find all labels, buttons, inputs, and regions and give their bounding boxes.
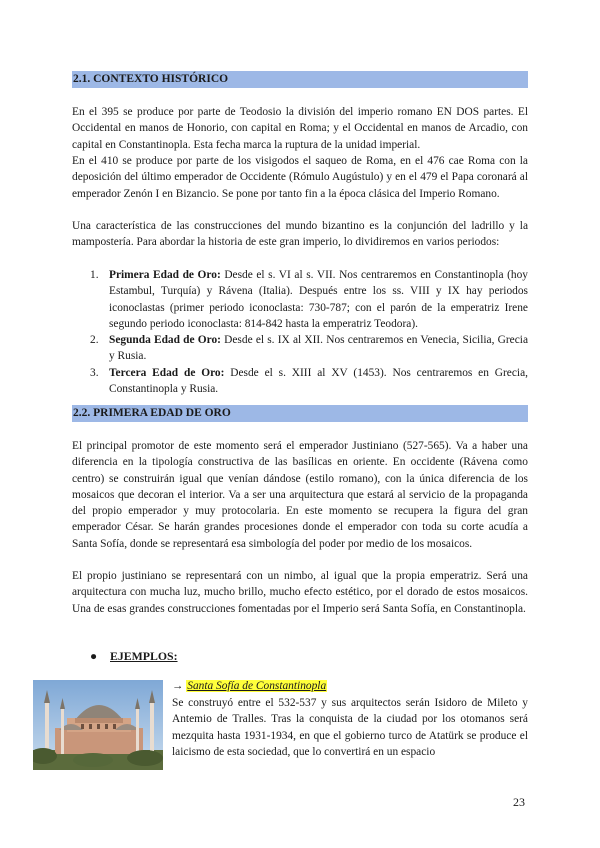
- paragraph-justiniano: El principal promotor de este momento será el emperador Justiniano (527-565). Va a haber una diferencia en la tipología constructiva de las basílicas en oriente. En occidente (Rávena como centro) se construirán igual que venían dándose (estilo romano), con la única diferencia de los mosaicos que decoran el interior. Va a ser una arquitectura que estará al servicio de la propaganda del propio emperador y muy protocolaria. En este momento se recupera la figura del gran emperador César. Se harán grandes procesiones donde el emperador con toda su corte acudía a Santa Sofía, donde se representará esa simbología del poder por medio de los mosaicos.: [72, 440, 528, 550]
- period-number: 1.: [90, 269, 99, 281]
- paragraph-caracteristica-construcciones: Una característica de las construcciones del mundo bizantino es la conjunción del ladrillo y la mampostería. Para abordar la historia de este gran imperio, lo dividiremos en varios periodos:: [72, 220, 528, 249]
- section-heading-contexto-historico: 2.1. CONTEXTO HISTÓRICO: [72, 71, 528, 88]
- example-description: Se construyó entre el 532-537 y sus arquitectos serán Isidoro de Mileto y Antemio de Tralles. Tras la conquista de la ciudad por los otomanos será mezquita hasta 1931-1934, en que el gobierno turco de Atatürk se produce el laicismo de esta sociedad, que lo convertirá en un espacio: [172, 697, 528, 759]
- period-item-tercera: [72, 365, 528, 398]
- arrow-icon: →: [172, 680, 187, 692]
- paragraph-division-imperio: En el 395 se produce por parte de Teodosio la división del imperio romano EN DOS partes. El Occidental en manos de Honorio, con capital en Roma; y el Occidental en manos de Arcadio, con capital en Constantinopla. Esta fecha marca la ruptura de la unidad imperial.: [72, 106, 528, 151]
- period-name: Segunda Edad de Oro:: [109, 334, 221, 347]
- period-item-segunda: [72, 332, 528, 365]
- period-text: Desde el s. XIII al XV (1453). Nos centraremos en Grecia, Constantinopla y Rusia.: [109, 366, 528, 396]
- period-name: Primera Edad de Oro:: [109, 269, 221, 281]
- page-number: 23: [513, 795, 525, 809]
- examples-heading: [90, 648, 178, 664]
- paragraph-saqueo-roma: En el 410 se produce por parte de los visigodos el saqueo de Roma, en el 476 cae Roma con la deposición del último emperador de Occidente (Rómulo Augústulo) y en el 479 el Papa coronará al emperador Zenón I en Bizancio. Se pone por tanto fin a la época clásica del Imperio Romano.: [72, 155, 528, 200]
- paragraph-nimbo: El propio justiniano se representará con un nimbo, al igual que la propia emperatriz. Será una arquitectura con mucha luz, mucho brillo, mucho efecto estético, por el dorado de estos mosaicos. Una de esas grandes construcciones fomentadas por el Imperio será Santa Sofía, en Constantinopla.: [72, 570, 528, 615]
- period-number: 3.: [90, 366, 99, 379]
- periods-list: [72, 267, 528, 397]
- example-title-link: Santa Sofía de Constantinopla: [187, 680, 327, 692]
- bullet-icon: ●: [90, 649, 98, 663]
- period-name: Tercera Edad de Oro:: [109, 366, 225, 379]
- period-number: 2.: [90, 334, 99, 347]
- section-heading-primera-edad-de-oro: 2.2. PRIMERA EDAD DE ORO: [72, 405, 528, 422]
- example-title: [172, 678, 327, 694]
- period-item-primera: [72, 267, 528, 332]
- period-text: Desde el s. IX al XII. Nos centraremos en Venecia, Sicilia, Grecia y Rusia.: [109, 334, 528, 363]
- examples-label: EJEMPLOS:: [110, 649, 178, 663]
- hagia-sophia-photo: [33, 680, 163, 770]
- period-text: Desde el s. VI al s. VII. Nos centraremos en Constantinopla (hoy Estambul, Turquía) y Rávena (Italia). Después entre los ss. VIII y IX hay periodos iconoclastas (primer periodo iconoclasta: 730-787; con el parón de la emperatriz Irene segundo periodo iconoclasta: 814-842 hasta la emperatriz Teodora).: [109, 269, 528, 330]
